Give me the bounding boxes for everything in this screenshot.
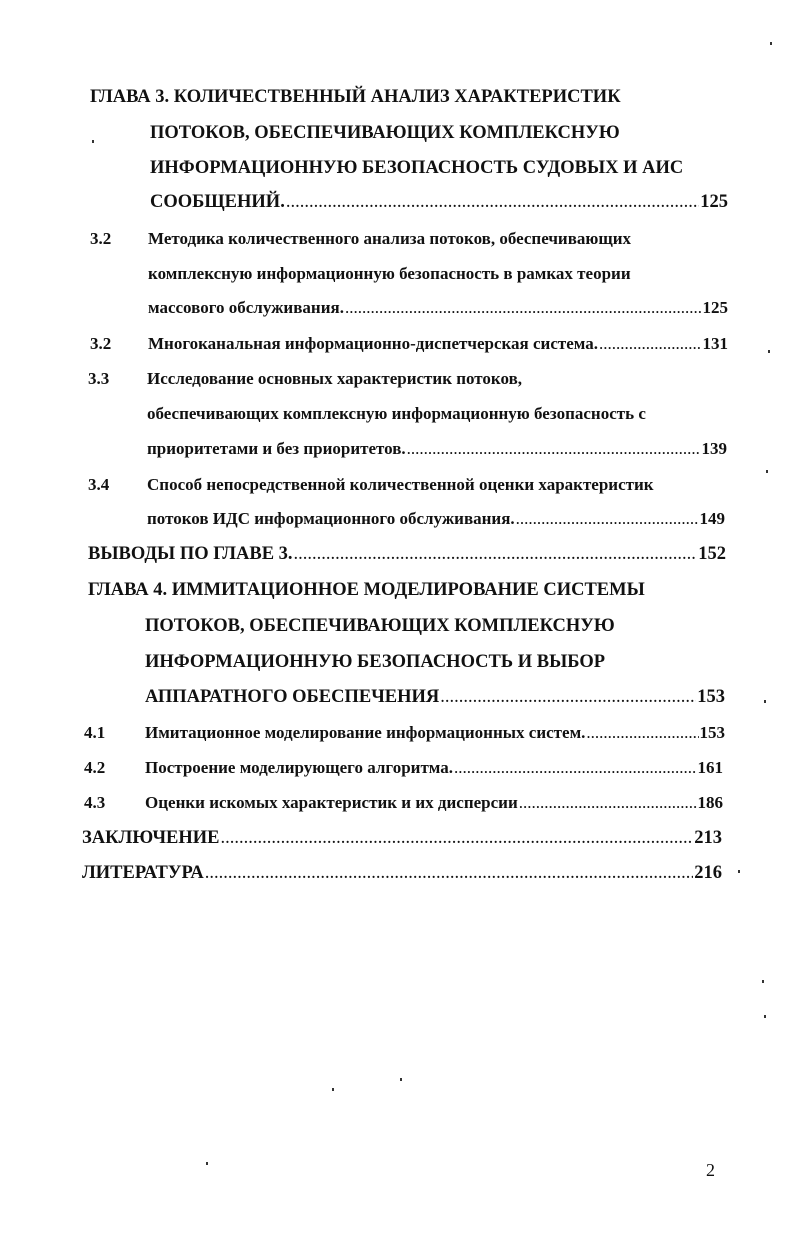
toc-s3-3-line3 (147, 438, 727, 460)
toc-page-number: 153 (699, 723, 725, 742)
toc-literature[interactable] (82, 862, 722, 884)
section-number: 3.2 (90, 334, 112, 353)
toc-ch3-title-line4 (150, 191, 728, 213)
page-number: 2 (706, 1160, 715, 1180)
section-number: 3.3 (88, 369, 110, 388)
toc-s4-2[interactable] (145, 757, 723, 779)
scan-speck (206, 1162, 208, 1165)
toc-text: АППАРАТНОГО ОБЕСПЕЧЕНИЯ (145, 687, 440, 707)
toc-page-number: 131 (702, 334, 728, 353)
toc-ch3-title-line2 (150, 122, 620, 144)
leader-dots (586, 722, 698, 744)
toc-text: приоритетами и без приоритетов. (147, 439, 406, 458)
toc-text: обеспечивающих комплексную информационную безопасность с (147, 404, 646, 423)
leader-dots (454, 757, 696, 779)
toc-conclusions-ch3[interactable] (88, 543, 726, 565)
toc-text: Оценки искомых характеристик и их дисперсии (145, 793, 518, 812)
toc-s4-3[interactable] (145, 792, 723, 814)
toc-conclusion[interactable] (82, 827, 722, 849)
toc-text: ПОТОКОВ, ОБЕСПЕЧИВАЮЩИХ КОМПЛЕКСНУЮ (145, 616, 615, 636)
toc-ch4-title-line4 (145, 686, 725, 708)
toc-text: ЛИТЕРАТУРА (82, 863, 204, 883)
toc-text: потоков ИДС информационного обслуживания. (147, 509, 515, 528)
leader-dots (286, 191, 699, 213)
scan-speck (738, 870, 740, 873)
toc-text: ПОТОКОВ, ОБЕСПЕЧИВАЮЩИХ КОМПЛЕКСНУЮ (150, 123, 620, 143)
toc-s3-4-line2 (147, 508, 725, 530)
toc-text: ВЫВОДЫ ПО ГЛАВЕ 3. (88, 544, 293, 564)
toc-page-number: 161 (697, 758, 723, 777)
leader-dots (599, 333, 702, 355)
toc-s3-2a-line3 (148, 297, 728, 319)
toc-page-number: 213 (694, 828, 722, 848)
toc-page-number: 125 (700, 192, 728, 212)
toc-text: СООБЩЕНИЙ. (150, 192, 285, 212)
leader-dots (407, 438, 701, 460)
toc-s3-3-line1[interactable] (147, 368, 522, 390)
section-number: 3.2 (90, 229, 112, 248)
toc-text: ИНФОРМАЦИОННУЮ БЕЗОПАСНОСТЬ И ВЫБОР (145, 652, 606, 672)
leader-dots (294, 543, 698, 565)
toc-text: Методика количественного анализа потоков, обеспечивающих (148, 229, 632, 248)
leader-dots (519, 792, 697, 814)
section-number: 4.1 (84, 723, 106, 742)
toc-s3-4-line1[interactable] (147, 474, 654, 496)
toc-page-number: 153 (697, 687, 725, 707)
section-number: 4.3 (84, 793, 106, 812)
scan-speck (766, 470, 768, 473)
toc-text: ИНФОРМАЦИОННУЮ БЕЗОПАСНОСТЬ СУДОВЫХ И АИС (150, 158, 684, 178)
leader-dots (516, 508, 699, 530)
toc-text: Построение моделирующего алгоритма. (145, 758, 454, 777)
scan-speck (400, 1078, 402, 1081)
toc-s3-2a-line1[interactable] (148, 228, 631, 250)
scan-speck (762, 980, 764, 983)
toc-s4-1[interactable] (145, 722, 725, 744)
scan-speck (770, 42, 772, 45)
toc-s3-3-line2 (147, 403, 646, 425)
toc-text: массового обслуживания. (148, 298, 344, 317)
leader-dots (221, 827, 694, 849)
leader-dots (345, 297, 702, 319)
scan-speck (332, 1088, 334, 1091)
toc-s3-2b[interactable] (148, 333, 728, 355)
toc-page-number: 186 (697, 793, 723, 812)
toc-ch3-title-line1[interactable] (90, 86, 621, 108)
toc-text: Многоканальная информационно-диспетчерская система. (148, 334, 598, 353)
section-number: 3.4 (88, 475, 110, 494)
leader-dots (205, 862, 694, 884)
toc-text: ЗАКЛЮЧЕНИЕ (82, 828, 220, 848)
toc-text: Способ непосредственной количественной оценки характеристик (147, 475, 654, 494)
toc-s3-2a-line2 (148, 263, 631, 285)
toc-page-number: 139 (701, 439, 727, 458)
scan-speck (92, 140, 94, 143)
toc-page-number: 125 (702, 298, 728, 317)
toc-text: ГЛАВА 4. ИММИТАЦИОННОЕ МОДЕЛИРОВАНИЕ СИСТЕМЫ (88, 580, 645, 600)
toc-text: комплексную информационную безопасность в рамках теории (148, 264, 631, 283)
toc-text: Имитационное моделирование информационных систем. (145, 723, 586, 742)
toc-ch3-title-line3 (150, 157, 683, 179)
scan-speck (764, 1015, 766, 1018)
toc-page-number: 149 (699, 509, 725, 528)
toc-ch4-title-line1[interactable] (88, 579, 645, 601)
toc-ch4-title-line3 (145, 651, 605, 673)
toc-ch4-title-line2 (145, 615, 615, 637)
leader-dots (440, 686, 696, 708)
toc-text: ГЛАВА 3. КОЛИЧЕСТВЕННЫЙ АНАЛИЗ ХАРАКТЕРИСТИК (90, 87, 621, 107)
toc-page-number: 216 (694, 863, 722, 883)
toc-text: Исследование основных характеристик потоков, (147, 369, 523, 388)
toc-page-number: 152 (698, 544, 726, 564)
scan-speck (768, 350, 770, 353)
scan-speck (764, 700, 766, 703)
section-number: 4.2 (84, 758, 106, 777)
